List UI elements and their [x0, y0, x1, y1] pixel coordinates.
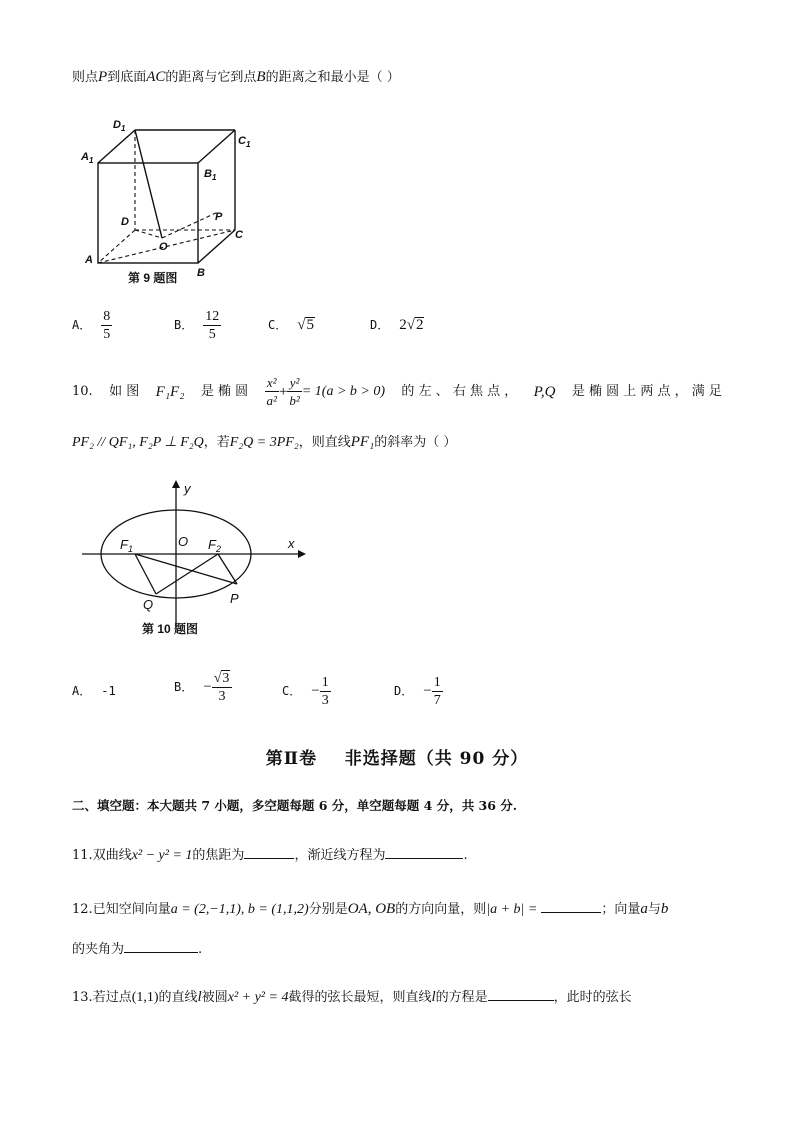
ellipse-equation: $\frac{\text{x²}}{\text{a²}}$ + $\frac{\text{y²}}{\text{b²}}$ = 1(a > b > 0) [266, 375, 385, 408]
q13-blank-1[interactable] [488, 986, 554, 1001]
label-f1: $F_1$ [120, 537, 133, 554]
x-axis-arrow [298, 550, 306, 558]
label-o: O [159, 241, 168, 253]
fill-in-heading: 二、填空题：本大题共 7 小题，多空题每题 6 分，单空题每题 4 分，共 36 分. [72, 798, 518, 813]
label-y: y [184, 481, 191, 496]
point-b: B [256, 69, 266, 85]
segment-q-f2 [156, 554, 218, 594]
hidden-edge [98, 230, 135, 263]
q9-option-d[interactable]: D． 2√2 [370, 317, 424, 333]
segment-f1-q [135, 554, 156, 594]
q10-option-b[interactable]: B． − $\frac{√3}{3}$ [174, 670, 232, 705]
label-b: B [197, 267, 205, 279]
q9-stem: 则点P到底面AC的距离与它到点B的距离之和最小是（ ） [72, 69, 400, 85]
question-11: 11.双曲线x² − y² = 1的焦距为 ，渐近线方程为 . [72, 844, 468, 865]
q10-stem-line2: PF₂ // QF₁, F₂P ⊥ F₂Q，若F₂Q = 3PF₂，则直线PF₁的斜率为（ ） [72, 434, 457, 450]
label-x: x [288, 536, 295, 551]
point-p: P [98, 69, 108, 85]
question-13: 13.若过点(1,1)的直线l被圆x² + y² = 4截得的弦长最短，则直线l的方程是 ，此时的弦长 [72, 986, 632, 1007]
q11-blank-2[interactable] [385, 844, 463, 859]
q12-blank-2[interactable] [124, 938, 198, 953]
cube-edge [98, 130, 135, 163]
q9-option-b[interactable]: B． $\frac{12}{5}$ [174, 309, 220, 342]
label-c: C [235, 229, 243, 241]
label-p: P [230, 591, 239, 606]
label-b1: $B_1$ [204, 168, 217, 182]
label-a1: $A_1$ [81, 151, 94, 165]
cube-edge [198, 130, 235, 163]
figure-10-ellipse [72, 478, 312, 643]
label-p: P [215, 211, 223, 223]
q10-option-a[interactable]: A． -1 [72, 684, 116, 698]
q9-option-a[interactable]: A． $\frac{8}{5}$ [72, 309, 111, 342]
figure-10-caption: 第 10 题图 [142, 622, 199, 636]
cube-front-face [98, 163, 198, 263]
y-axis-arrow [172, 480, 180, 488]
label-q: Q [143, 597, 154, 612]
label-c1: $C_1$ [238, 135, 251, 149]
figure-9-caption: 第 9 题图 [128, 271, 178, 285]
plane-ac: AC [146, 69, 166, 85]
segment-p-f1 [135, 554, 237, 584]
figure-9-cube [75, 110, 275, 290]
label-o: O [178, 534, 189, 549]
section-2-title: 第Ⅱ卷 非选择题（共 90 分） [265, 749, 529, 769]
segment-d-o [135, 230, 162, 238]
label-d: D [121, 216, 129, 228]
label-a: A [85, 254, 93, 266]
question-12-line2: 的夹角为 . [72, 938, 202, 959]
question-12-line1: 12.已知空间向量a = (2,−1,1), b = (1,1,2)分别是OA, OB的方向向量，则|a + b| = ；向量a与b [72, 898, 668, 919]
label-d1: $D_1$ [113, 119, 126, 133]
q10-option-d[interactable]: D． − $\frac{1}{7}$ [394, 675, 441, 708]
segment-d1-o [135, 130, 162, 238]
q9-option-c[interactable]: C． √5 [268, 317, 314, 333]
label-f2: $F_2$ [208, 537, 221, 554]
q10-stem-line1: 10. 如 图 F₁F₂ 是 椭 圆 $\frac{\text{x²}}{\text{a²}}$ + $\frac{\text{y²}}{\text{b²}}$ = 1(a > b > 0) 的 左 、 右 焦 点 ， P,Q 是 椭 圆 上 两 点 ， 满 足 [72, 375, 722, 408]
q12-blank-1[interactable] [541, 898, 601, 913]
segment-o-p [162, 212, 218, 238]
q10-option-c[interactable]: C． − $\frac{1}{3}$ [282, 675, 329, 708]
q11-blank-1[interactable] [244, 844, 294, 859]
